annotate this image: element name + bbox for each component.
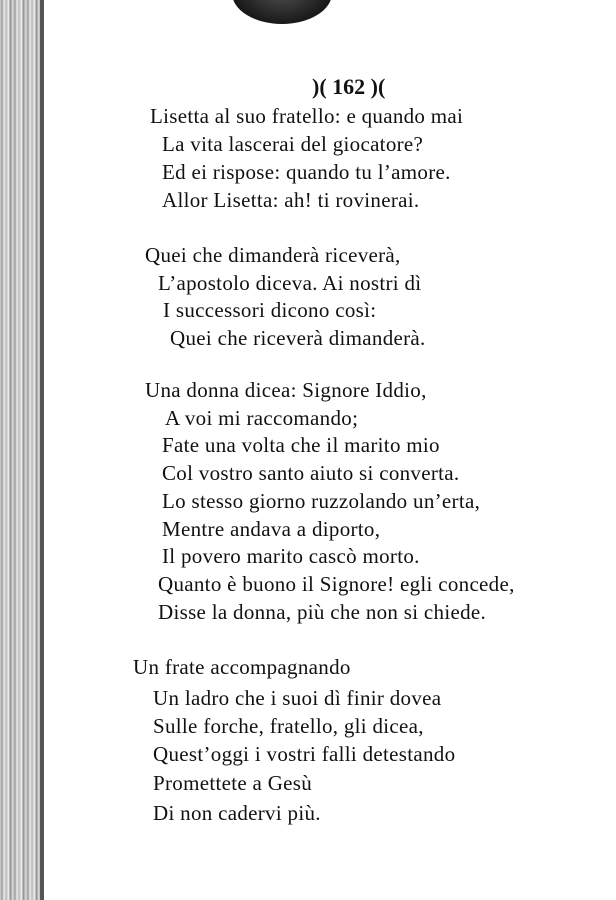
verse-line: Allor Lisetta: ah! ti rovinerai. <box>162 188 420 212</box>
spine-edge <box>40 0 44 900</box>
verse-line: Quest’oggi i vostri falli detestando <box>153 742 456 766</box>
verse-line: Promettete a Gesù <box>153 771 313 795</box>
verse-line: Un frate accompagnando <box>133 655 351 679</box>
verse-line: Mentre andava a diporto, <box>162 517 381 541</box>
verse-line: A voi mi raccomando; <box>165 406 359 430</box>
verse-line: Fate una volta che il marito mio <box>162 433 440 457</box>
verse-line: L’apostolo diceva. Ai nostri dì <box>158 271 422 295</box>
verse-line: Disse la donna, più che non si chiede. <box>158 600 487 624</box>
verse-line: Sulle forche, fratello, gli dicea, <box>153 714 424 738</box>
decorative-seal <box>232 0 332 24</box>
verse-line: I successori dicono così: <box>163 298 377 322</box>
verse-line: Quei che riceverà dimanderà. <box>170 326 426 350</box>
verse-line: Quanto è buono il Signore! egli concede, <box>158 572 515 596</box>
verse-line: Lo stesso giorno ruzzolando un’erta, <box>162 489 481 513</box>
verse-line: Il povero marito cascò morto. <box>162 544 420 568</box>
verse-line: Di non cadervi più. <box>153 801 321 825</box>
verse-line: Un ladro che i suoi dì finir dovea <box>153 686 442 710</box>
verse-line: Lisetta al suo fratello: e quando mai <box>150 104 464 128</box>
verse-line: Ed ei rispose: quando tu l’amore. <box>162 160 451 184</box>
verse-line: Col vostro santo aiuto si converta. <box>162 461 460 485</box>
verse-line: La vita lascerai del giocatore? <box>162 132 424 156</box>
book-spine <box>0 0 44 900</box>
verse-line: Una donna dicea: Signore Iddio, <box>145 378 427 402</box>
page-number: )( 162 )( <box>312 74 386 99</box>
verse-line: Quei che dimanderà riceverà, <box>145 243 401 267</box>
